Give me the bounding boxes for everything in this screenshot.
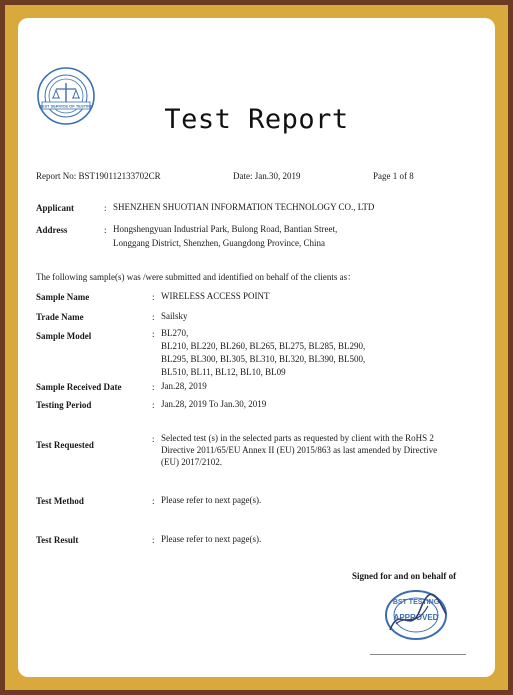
address-colon: :: [104, 225, 107, 235]
test-requested-label: Test Requested: [36, 440, 94, 450]
intro-text: The following sample(s) was /were submitted and identified on behalf of the clients as：: [36, 272, 357, 282]
signature-line: [370, 654, 466, 655]
signed-on-behalf-text: Signed for and on behalf of: [352, 571, 457, 581]
report-number: Report No: BST190112133702CR: [36, 171, 161, 181]
address-line-2: Longgang District, Shenzhen, Guangdong Province, China: [113, 238, 325, 248]
approved-stamp-icon: [376, 584, 456, 646]
sample-model-label: Sample Model: [36, 331, 92, 341]
address-line-1: Hongshengyuan Industrial Park, Bulong Road, Bantian Street,: [113, 224, 338, 234]
page-indicator: Page 1 of 8: [373, 171, 414, 181]
applicant-colon: :: [104, 203, 107, 213]
received-date-value: Jan.28, 2019: [161, 381, 207, 391]
sample-model-line: BL510, BL11, BL12, BL10, BL09: [161, 367, 286, 377]
sample-name-value: WIRELESS ACCESS POINT: [161, 291, 270, 301]
test-requested-colon: :: [152, 434, 155, 444]
report-date: Date: Jan.30, 2019: [233, 171, 301, 181]
test-requested-line: (EU) 2017/2102.: [161, 457, 222, 467]
sample-name-colon: :: [152, 292, 155, 302]
test-method-label: Test Method: [36, 496, 84, 506]
trade-name-colon: :: [152, 312, 155, 322]
sample-name-label: Sample Name: [36, 292, 90, 302]
applicant-value: SHENZHEN SHUOTIAN INFORMATION TECHNOLOGY CO., LTD: [113, 202, 375, 212]
test-result-value: Please refer to next page(s).: [161, 534, 262, 544]
applicant-label: Applicant: [36, 203, 75, 213]
test-method-colon: :: [152, 496, 155, 506]
test-requested-line: Selected test (s) in the selected parts as requested by client with the RoHS 2: [161, 433, 434, 443]
test-requested-line: Directive 2011/65/EU Annex II (EU) 2015/863 as last amended by Directive: [161, 445, 438, 455]
test-result-colon: :: [152, 535, 155, 545]
sample-model-line: BL210, BL220, BL260, BL265, BL275, BL285, BL290,: [161, 341, 366, 351]
stamp-mid-text: APPROVED: [393, 613, 439, 622]
sample-model-line: BL295, BL300, BL305, BL310, BL320, BL390, BL500,: [161, 354, 366, 364]
stamp-top-text: BST TESTING: [392, 599, 440, 606]
testing-period-value: Jan.28, 2019 To Jan.30, 2019: [161, 399, 267, 409]
test-method-value: Please refer to next page(s).: [161, 495, 262, 505]
test-result-label: Test Result: [36, 535, 79, 545]
received-date-label: Sample Received Date: [36, 382, 122, 392]
testing-period-colon: :: [152, 400, 155, 410]
address-label: Address: [36, 225, 68, 235]
page-title: Test Report: [164, 104, 349, 135]
trade-name-value: Sailsky: [161, 311, 188, 321]
logo-ring-text: BEST SERVICE OF TESTING: [38, 103, 94, 109]
report-page: [18, 18, 495, 677]
testing-period-label: Testing Period: [36, 400, 92, 410]
received-date-colon: :: [152, 382, 155, 392]
sample-model-colon: :: [152, 329, 155, 339]
sample-model-line: BL270,: [161, 328, 189, 338]
trade-name-label: Trade Name: [36, 312, 84, 322]
